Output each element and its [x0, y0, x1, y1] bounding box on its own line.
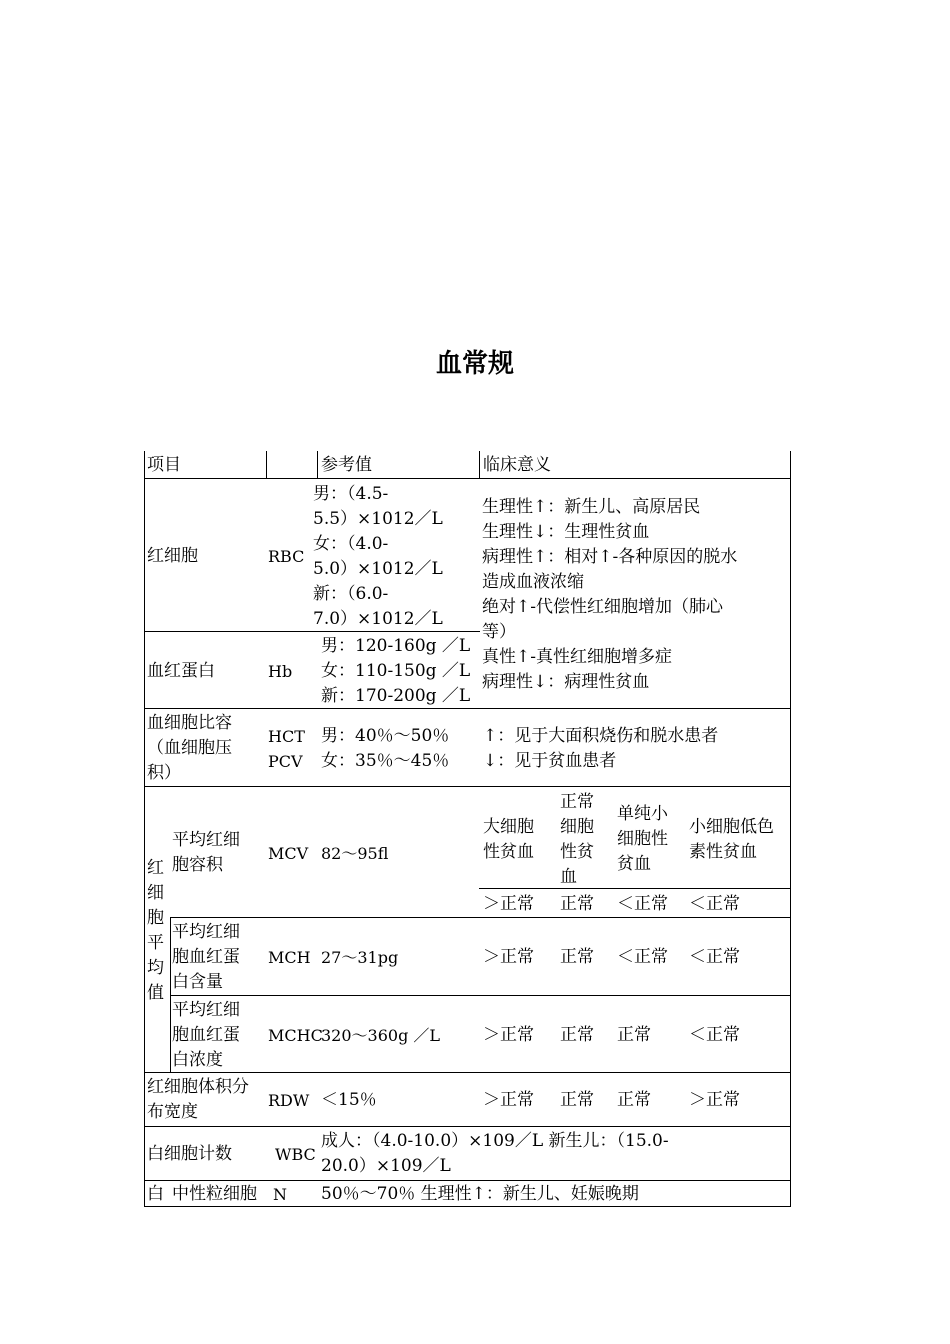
rdw-value-2: 正常 [560, 1090, 594, 1110]
mcv-reference: 82～95fl [321, 844, 389, 863]
anemia-type-macrocytic: 大细胞 性贫血 [483, 817, 534, 862]
mch-reference: 27～31pg [321, 948, 399, 967]
hct-code: HCT PCV [268, 727, 305, 771]
anemia-type-normocytic: 正常 细胞 性贫 血 [560, 792, 594, 887]
mcv-value-1: ＞正常 [483, 894, 534, 914]
hct-reference: 男：40％～50％ 女：35％～45％ [321, 726, 450, 771]
header-reference: 参考值 [321, 455, 372, 475]
hct-name: 血细胞比容 （血细胞压 积） [147, 713, 232, 783]
mchc-value-3: 正常 [617, 1025, 651, 1045]
rbc-name: 红细胞 [147, 546, 198, 566]
rbc-code: RBC [268, 547, 305, 566]
mcv-code: MCV [268, 844, 309, 863]
mchc-value-4: ＜正常 [689, 1025, 740, 1045]
mcv-value-3: ＜正常 [617, 894, 668, 914]
wbc-reference: 成人：（4.0-10.0）×109／L 新生儿：（15.0- 20.0）×109／L [321, 1131, 669, 1176]
anemia-type-microcytic-hypochromic: 小细胞低色 素性贫血 [689, 817, 774, 862]
mchc-value-2: 正常 [560, 1025, 594, 1045]
mch-code: MCH [268, 948, 311, 967]
rdw-value-1: ＞正常 [483, 1090, 534, 1110]
mch-value-4: ＜正常 [689, 947, 740, 967]
rdw-value-3: 正常 [617, 1090, 651, 1110]
mchc-code: MCHC [268, 1026, 323, 1045]
wbc-group-label: 白 [147, 1184, 164, 1204]
hct-clinical: ↑：见于大面积烧伤和脱水患者 ↓：见于贫血患者 [483, 726, 719, 771]
rdw-code: RDW [268, 1091, 310, 1110]
mean-group-label: 红 细 胞 平 均 值 [147, 858, 164, 1003]
rdw-reference: ＜15％ [321, 1090, 377, 1110]
mcv-value-4: ＜正常 [689, 894, 740, 914]
hb-name: 血红蛋白 [147, 661, 215, 681]
mch-value-2: 正常 [560, 947, 594, 967]
mchc-name: 平均红细 胞血红蛋 白浓度 [172, 1000, 240, 1070]
rbc-hb-clinical: 生理性↑：新生儿、高原居民 生理性↓：生理性贫血 病理性↑：相对↑-各种原因的脱水 造成血液浓缩 绝对↑-代偿性红细胞增加（肺心 等） 真性↑-真性红细胞增多症 病理性↓：病理性贫血 [482, 497, 738, 692]
page-title: 血常规 [435, 349, 514, 379]
mchc-value-1: ＞正常 [483, 1025, 534, 1045]
wbc-code: WBC [275, 1145, 316, 1164]
neutrophil-name: 中性粒细胞 [172, 1184, 257, 1204]
wbc-name: 白细胞计数 [147, 1144, 232, 1164]
rdw-value-4: ＞正常 [689, 1090, 740, 1110]
mcv-name: 平均红细 胞容积 [172, 830, 240, 875]
mch-name: 平均红细 胞血红蛋 白含量 [172, 922, 240, 992]
anemia-type-simple-microcytic: 单纯小 细胞性 贫血 [617, 804, 668, 874]
header-item: 项目 [147, 455, 181, 475]
hb-code: Hb [268, 662, 293, 681]
rdw-name: 红细胞体积分 布宽度 [147, 1077, 249, 1122]
mchc-reference: 320～360g ／L [321, 1026, 441, 1045]
rbc-reference: 男：（4.5- 5.5）×1012／L 女：（4.0- 5.0）×1012／L 新：（6.0- 7.0）×1012／L [313, 484, 443, 629]
mch-value-1: ＞正常 [483, 947, 534, 967]
hb-reference: 男：120-160g ／L 女：110-150g ／L 新：170-200g ／L [321, 636, 471, 706]
mcv-value-2: 正常 [560, 894, 594, 914]
neutrophil-code: N [273, 1185, 287, 1204]
header-clinical: 临床意义 [483, 455, 551, 475]
neutrophil-text: 50％～70％ 生理性↑：新生儿、妊娠晚期 [321, 1184, 639, 1204]
mch-value-3: ＜正常 [617, 947, 668, 967]
